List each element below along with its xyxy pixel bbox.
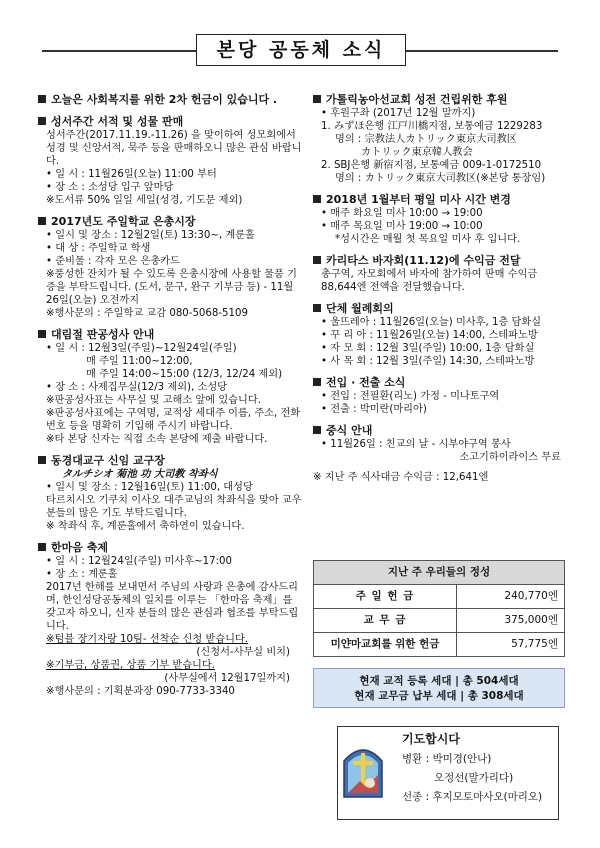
bullet-square-icon bbox=[38, 456, 46, 464]
prayer-box bbox=[337, 726, 559, 820]
section-mass-time bbox=[313, 192, 569, 246]
section-lunch bbox=[313, 423, 569, 464]
bullet-square-icon bbox=[313, 304, 321, 312]
section-heading: 한마음 축제 bbox=[51, 541, 108, 554]
section-note: ※풍성한 잔치가 될 수 있도록 은총시장에 사용할 물품 기증을 부탁드립니다. (도서, 문구, 완구 기부금 등) - 11월26일(오늘) 오전까지 bbox=[46, 269, 297, 306]
section-note: (사무실에서 12월17일까지) bbox=[164, 673, 290, 684]
offering-label: 미얀마교회를 위한 헌금 bbox=[314, 633, 457, 657]
section-grace-market bbox=[38, 214, 304, 320]
section-line: • 장 소 : 계룬홀 bbox=[46, 569, 118, 580]
bullet-square-icon bbox=[38, 217, 46, 225]
section-line: • 사 목 회 : 12월 3일(주일) 14:30, 스테파노방 bbox=[321, 356, 535, 367]
section-note: ※판공성사표는 사무실 및 고해소 앞에 있습니다. bbox=[46, 395, 261, 406]
prayer-line: 오정선(말가리다) bbox=[434, 772, 514, 784]
section-body: 성서주간(2017.11.19.-11.26) 을 맞이하여 성모회에서 성경 및 신앙서적, 묵주 등을 판매하오니 많은 관심 바랍니다. bbox=[46, 130, 302, 167]
left-column bbox=[38, 92, 304, 705]
section-note: ※행사문의 : 주일학교 교감 080-5068-5109 bbox=[46, 308, 248, 319]
section-line: • 일시 및 장소 : 12월2일(토) 13:30~, 계룬홀 bbox=[46, 230, 255, 241]
prayer-title: 기도합시다 bbox=[402, 732, 460, 746]
section-line: • 울뜨레아 : 11월26일(오늘) 미사후, 1층 담화실 bbox=[321, 317, 542, 328]
section-line: • 전입 : 전필환(리노) 가정 - 미나토구역 bbox=[321, 391, 500, 402]
section-line: • 11월26일 : 친교의 날 - 시부야구역 봉사 bbox=[321, 439, 511, 450]
table-row bbox=[314, 609, 565, 633]
section-body: 총구역, 자모회에서 바자에 참가하여 판매 수익금 88,644엔 전액을 전달했습니다. bbox=[321, 269, 538, 293]
section-line: 명의 : 宗教法人カトリック東京大司教区 bbox=[335, 134, 517, 145]
section-line: • 매주 목요일 미사 19:00 → 10:00 bbox=[321, 221, 483, 232]
section-line: • 대 상 : 주일학교 학생 bbox=[46, 243, 151, 254]
section-note: ※행사문의 : 기획분과장 090-7733-3340 bbox=[46, 686, 235, 697]
section-festival bbox=[38, 540, 304, 698]
section-note: *성시간은 매월 첫 목요일 미사 후 입니다. bbox=[335, 234, 521, 245]
section-line: • 꾸 리 아 : 11월26일(오늘) 14:00, 스테파노방 bbox=[321, 330, 538, 341]
offering-table-header: 지난 주 우리들의 정성 bbox=[314, 561, 565, 585]
stained-glass-prayer-icon bbox=[342, 743, 384, 799]
section-line: • 준비물 : 각자 모은 은총카드 bbox=[46, 256, 180, 267]
section-note: ※도서류 50% 일일 세일(성경, 기도문 제외) bbox=[46, 195, 243, 206]
offering-value: 57,775엔 bbox=[457, 633, 565, 657]
section-line: 명의 : カトリック東京大司教区(※본당 통장임) bbox=[335, 173, 546, 184]
section-body: 타르치시오 기쿠치 이사오 대주교님의 착좌식을 맞아 교우 분들의 많은 기도 부탁드립니다. bbox=[46, 495, 302, 519]
section-line: • 일 시 : 12월3일(주일)~12월24일(주일) bbox=[46, 343, 237, 354]
section-line: 1. みずほ은행 江戸川橋지점, 보통예금 1229283 bbox=[321, 121, 543, 132]
offering-value: 375,000엔 bbox=[457, 609, 565, 633]
bullet-square-icon bbox=[38, 543, 46, 551]
section-line: • 일시 및 장소 : 12월16일(토) 11:00, 대성당 bbox=[46, 482, 253, 493]
section-heading: 성서주간 서적 및 성물 판매 bbox=[51, 115, 184, 128]
offering-value: 240,770엔 bbox=[457, 585, 565, 609]
bullet-square-icon bbox=[313, 426, 321, 434]
section-caritas bbox=[313, 253, 569, 294]
section-heading: 2018년 1월부터 평일 미사 시간 변경 bbox=[326, 193, 511, 206]
section-line: 2. SBJ은행 新宿지점, 보통예금 009-1-0172510 bbox=[321, 160, 542, 171]
section-note: (신청서-사무실 비치) bbox=[196, 647, 290, 658]
section-archbishop bbox=[38, 453, 304, 533]
section-note: ※판공성사표에는 구역명, 교적상 세대주 이름, 주소, 전화번호 등을 명확히 기입해 주시기 바랍니다. bbox=[46, 408, 301, 432]
section-heading: 가톨릭농아선교회 성전 건립위한 후원 bbox=[326, 93, 508, 106]
section-note: ※기부금, 상품권, 상품 기부 받습니다. bbox=[46, 660, 215, 671]
section-line: • 일 시 : 12월24일(주일) 미사후~17:00 bbox=[46, 556, 232, 567]
section-line: • 후원구좌 (2017년 12월 말까지) bbox=[321, 108, 476, 119]
household-stats bbox=[313, 668, 565, 708]
section-line: • 장 소 : 사제집무실(12/3 제외), 소성당 bbox=[46, 382, 228, 393]
section-heading: 2017년도 주일학교 은총시장 bbox=[51, 215, 196, 228]
bullet-square-icon bbox=[313, 256, 321, 264]
section-line: カトリック東京韓人教会 bbox=[361, 147, 473, 158]
intro-notice bbox=[38, 92, 304, 107]
bullet-square-icon bbox=[38, 95, 46, 103]
right-column bbox=[313, 92, 569, 484]
section-note: ※타 본당 신자는 직접 소속 본당에 제출 바랍니다. bbox=[46, 434, 268, 445]
section-line: • 자 모 회 : 12월 3일(주일) 10:00, 1층 담화실 bbox=[321, 343, 535, 354]
section-body: 2017년 한해를 보내면서 주님의 사랑과 은총에 감사드리며, 한인성당공동체의 일치를 이루는 「한마음 축제」를 갖고자 하오니, 신자 분들의 많은 관심과 협조를 부탁드립니다. bbox=[46, 582, 299, 632]
table-row bbox=[314, 585, 565, 609]
section-line: • 매주 화요일 미사 10:00 → 19:00 bbox=[321, 208, 483, 219]
section-line: 매 주일 11:00~12:00, bbox=[86, 356, 193, 367]
stats-line: 현재 교무금 납부 세대 | 총 308세대 bbox=[354, 690, 524, 702]
bullet-square-icon bbox=[313, 378, 321, 386]
section-confession bbox=[38, 327, 304, 446]
section-note: ※ 착좌식 후, 계룬홀에서 축하연이 있습니다. bbox=[46, 521, 245, 532]
bullet-square-icon bbox=[38, 330, 46, 338]
section-heading: 대림절 판공성사 안내 bbox=[51, 328, 155, 341]
section-deaf-mission bbox=[313, 92, 569, 185]
section-heading: 단체 월례회의 bbox=[326, 302, 394, 315]
section-line: 소고기하이라이스 무료 bbox=[459, 452, 561, 463]
bullet-square-icon bbox=[313, 195, 321, 203]
stats-line: 현재 교적 등록 세대 | 총 504세대 bbox=[359, 675, 519, 687]
section-heading: 전입 · 전출 소식 bbox=[326, 376, 406, 389]
section-note: ※텀블 장기자랑 10팀- 선착순 신청 받습니다. bbox=[46, 634, 249, 645]
offering-label: 주 일 헌 금 bbox=[314, 585, 457, 609]
section-heading: 카리타스 바자회(11.12)에 수익금 전달 bbox=[326, 254, 521, 267]
section-meetings bbox=[313, 301, 569, 368]
prayer-line: 병환 : 박미경(안나) bbox=[402, 753, 492, 765]
bullet-square-icon bbox=[38, 117, 46, 125]
section-line: • 일 시 : 11월26일(오늘) 11:00 부터 bbox=[46, 169, 217, 180]
bullet-square-icon bbox=[313, 95, 321, 103]
section-line: • 전출 : 박미란(마리아) bbox=[321, 404, 427, 415]
table-row bbox=[314, 633, 565, 657]
section-bible-week bbox=[38, 114, 304, 207]
section-line: • 장 소 : 소성당 입구 앞마당 bbox=[46, 182, 174, 193]
offering-label: 교 무 금 bbox=[314, 609, 457, 633]
section-heading: 중식 안내 bbox=[326, 424, 373, 437]
prayer-line: 선종 : 후지모토마사오(마리오) bbox=[402, 791, 543, 803]
page-title: 본당 공동체 소식 bbox=[196, 34, 406, 66]
lunch-income: ※ 지난 주 식사대금 수익금 : 12,641엔 bbox=[313, 472, 489, 483]
section-transfer bbox=[313, 375, 569, 416]
section-heading: 동경대교구 신임 교구장 bbox=[51, 454, 165, 467]
intro-text: 오늘은 사회복지를 위한 2차 헌금이 있습니다 . bbox=[51, 93, 278, 106]
section-line: 매 주일 14:00~15:00 (12/3, 12/24 제외) bbox=[86, 369, 283, 380]
section-subheading: タルチシオ 菊池 功 大司教 착좌식 bbox=[62, 469, 218, 480]
offering-table bbox=[313, 560, 565, 657]
